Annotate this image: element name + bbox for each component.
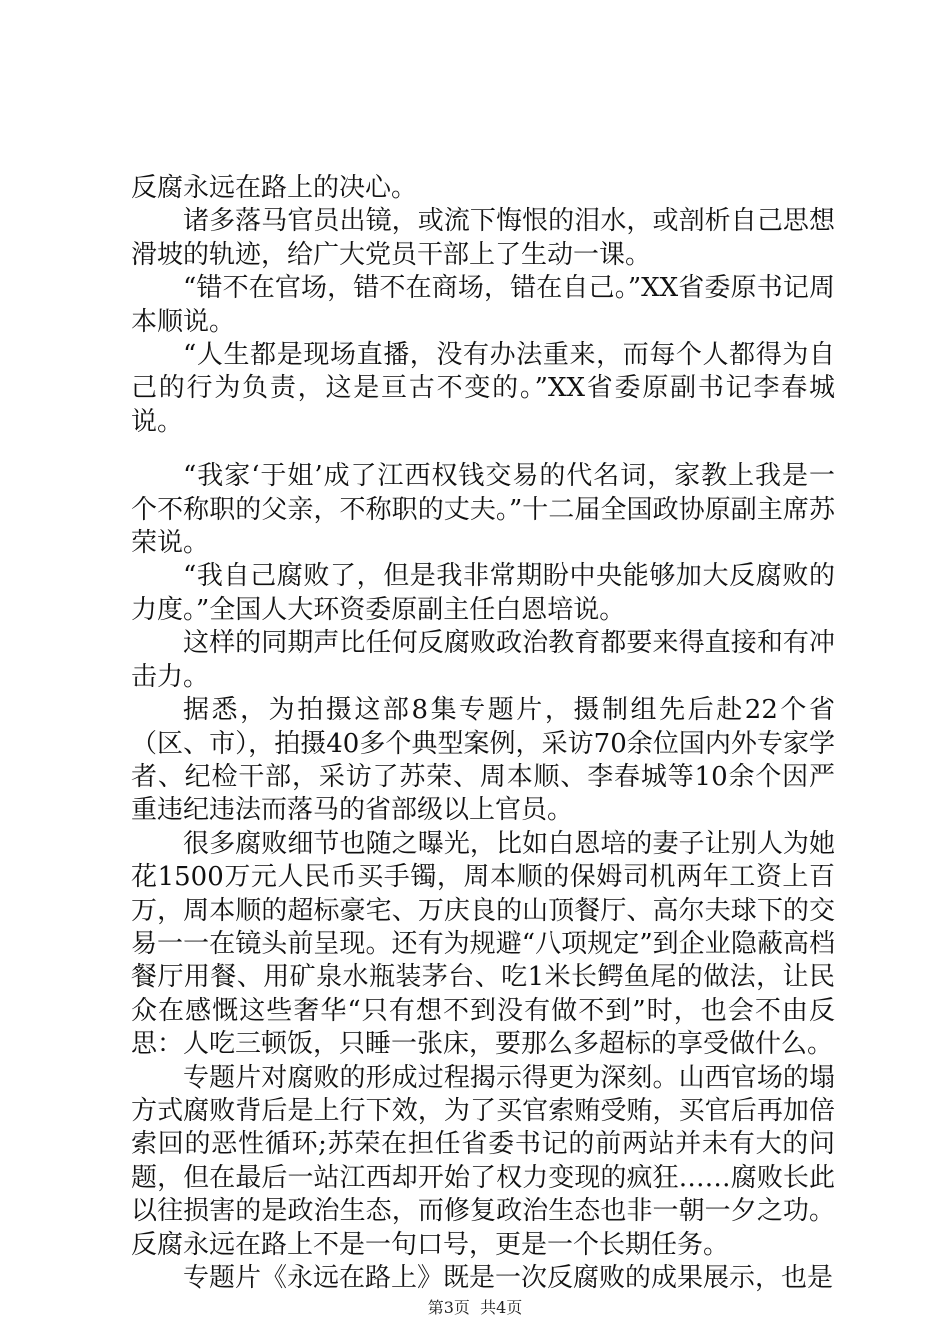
document-body	[131, 172, 835, 1295]
paragraph: 诸多落马官员出镜，或流下悔恨的泪水，或剖析自己思想滑坡的轨迹，给广大党员干部上了生动一课。	[131, 206, 835, 270]
paragraph: “我家‘于姐’成了江西权钱交易的代名词，家教上我是一个不称职的父亲，不称职的丈夫。”十二届全国政协原副主席苏荣说。	[131, 461, 835, 559]
paragraph: 专题片对腐败的形成过程揭示得更为深刻。山西官场的塌方式腐败背后是上行下效，为了买官索贿受贿，买官后再加倍索回的恶性循环;苏荣在担任省委书记的前两站并未有大的问题，但在最后一站江西却开始了权力变现的疯狂……腐败长此以往损害的是政治生态，而修复政治生态也非一朝一夕之功。反腐永远在路上不是一句口号，更是一个长期任务。	[131, 1062, 835, 1260]
paragraph: 据悉，为拍摄这部8集专题片，摄制组先后赴22个省（区、市），拍摄40多个典型案例，采访70余位国内外专家学者、纪检干部，采访了苏荣、周本顺、李春城等10余个因严重违纪违法而落马的省部级以上官员。	[131, 695, 835, 826]
paragraph: “错不在官场，错不在商场，错在自己。”XX省委原书记周本顺说。	[131, 273, 835, 337]
paragraph: 专题片《永远在路上》既是一次反腐败的成果展示，也是	[183, 1263, 834, 1293]
paragraph-continuation: 反腐永远在路上的决心。	[131, 173, 418, 203]
paragraph: “人生都是现场直播，没有办法重来，而每个人都得为自己的行为负责，这是亘古不变的。”XX省委原副书记李春城说。	[131, 340, 835, 437]
page-number-label: 第3页 共4页	[427, 1298, 523, 1317]
paragraph: 很多腐败细节也随之曝光，比如白恩培的妻子让别人为她花1500万元人民币买手镯，周本顺的保姆司机两年工资上百万，周本顺的超标豪宅、万庆良的山顶餐厅、高尔夫球下的交易一一在镜头前呈现。还有为规避“八项规定”到企业隐蔽高档餐厅用餐、用矿泉水瓶装茅台、吃1米长鳄鱼尾的做法，让民众在感慨这些奢华“只有想不到没有做不到”时，也会不由反思：人吃三顿饭，只睡一张床，要那么多超标的享受做什么。	[131, 828, 835, 1060]
paragraph: 这样的同期声比任何反腐败政治教育都要来得直接和有冲击力。	[131, 628, 835, 692]
paragraph: “我自己腐败了，但是我非常期盼中央能够加大反腐败的力度。”全国人大环资委原副主任白恩培说。	[131, 561, 835, 625]
page-footer	[0, 1298, 950, 1318]
